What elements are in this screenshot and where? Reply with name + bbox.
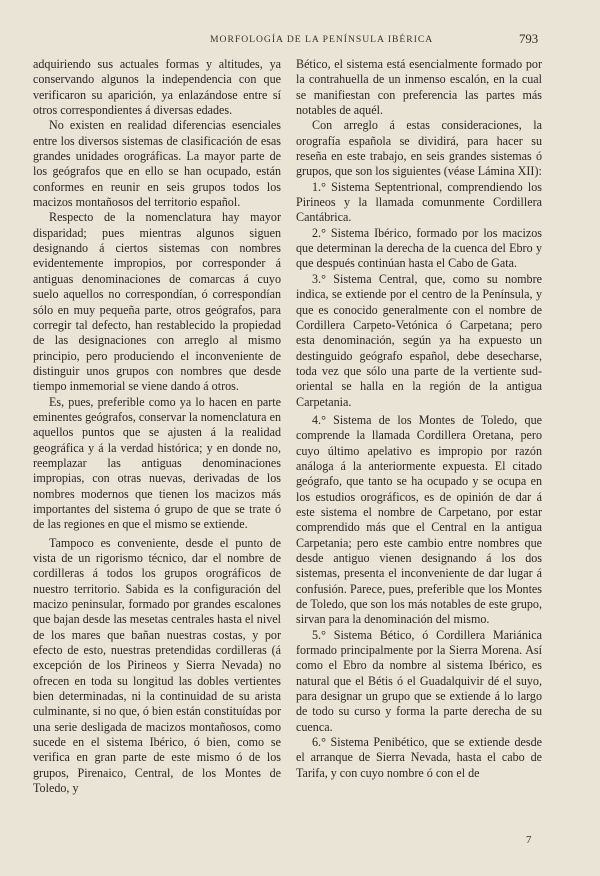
page-number: 793 — [519, 32, 539, 46]
list-item: 6.° Sistema Penibético, que se extiende desde el arranque de Sierra Nevada, hasta el cabo de Tarifa, y con cuyo nombre ó con el de — [296, 735, 542, 780]
page-header — [0, 34, 600, 50]
list-item: 1.° Sistema Septentrional, comprendiendo los Pirineos y la llamada comunmente Cordillera Cantábrica. — [296, 179, 542, 225]
signature-mark: 7 — [526, 834, 532, 846]
list-item: 2.° Sistema Ibérico, formado por los macizos que determinan la derecha de la cuenca del Ebro y que después continúan hasta el Cabo de Gata. — [296, 225, 542, 271]
running-title: MORFOLOGÍA DE LA PENÍNSULA IBÉRICA — [210, 34, 434, 45]
paragraph: No existen en realidad diferencias esenciales entre los diversos sistemas de clasificación de esas grandes unidades orográficas. La mayor parte de los geógrafos que en ello se han ocupado, están conformes en reunir en seis grupos todos los macizos montañosos del territorio español. — [33, 118, 281, 210]
paragraph: Es, pues, preferible como ya lo hacen en parte eminentes geógrafos, conservar la nomenclatura en aquellos puntos que se ajusten á la realidad geográfica y á la verdad histórica; y en donde no, reemplazar las antiguas denominaciones impropias, con otras nuevas, derivadas de los nombres modernos que tienen los macizos más importantes del sistema ó grupo de que se trate ó de las regiones en que el mismo se extiende. — [33, 394, 281, 532]
list-item: 5.° Sistema Bético, ó Cordillera Mariánica formado principalmente por la Sierra Morena. Así como el Ebro da nombre al sistema Ibérico, es natural que el Bétis ó el Guadalquivir dé el suyo, para designar un grupo que se extiende á lo largo de todo su curso y forma la parte derecha de su cuenca. — [296, 627, 542, 734]
paragraph: Respecto de la nomenclatura hay mayor disparidad; pues mientras algunos siguen designando á ciertos sistemas con nombres evidentemente impropios, por corresponder á antiguas denominaciones de comarcas á cuyo suelo aquellos no correspondían, ó correspondían sólo en muy pequeña parte, otros geógrafos, para corregir tal defecto, han restablecido la propiedad de las designaciones con arreglo al mismo principio, pero produciendo el inconveniente de distinguir unos grupos con nombres que desde tiempo inmemorial se viene dando á otros. — [33, 210, 281, 394]
list-item: 3.° Sistema Central, que, como su nombre indica, se extiende por el centro de la Península, y que es conocido generalmente con el nombre de Cordillera Carpeto-Vetónica ó Carpetana; pero esta denominación, según ya ha expuesto un destinguido geógrafo español, debe desecharse, toda vez que sólo una parte de la vertiente sud-oriental se halla en la región de la antigua Carpetania. — [296, 271, 542, 409]
paragraph: Tampoco es conveniente, desde el punto de vista de un rigorismo técnico, dar el nombre de cordilleras á todos los grupos orográficos de nuestro territorio. Sabida es la configuración del macizo peninsular, formado por grandes escalones que bajan desde las mesetas centrales hasta el nivel de los mares que bañan nuestras costas, y por efecto de esto, nuestras pretendidas cordilleras (á excepción de los Pirineos y Sierra Nevada) no ofrecen en toda su longitud las dobles vertientes bien determinadas, ni la continuidad de su arista culminante, si no que, ó bien están constituídas por una serie desligada de macizos montañosos, como sucede en el sistema Ibérico, ó bien, como se verifica en gran parte de este mismo ó de los grupos, Pirenaico, Central, de los Montes de Toledo, y — [33, 535, 281, 796]
right-column — [296, 57, 542, 781]
left-column — [33, 57, 281, 797]
paragraph: Con arreglo á estas consideraciones, la orografía española se dividirá, para hacer su reseña en este trabajo, en seis grandes sistemas ó grupos, que son los siguientes (véase Lámina XII): — [296, 118, 542, 179]
paragraph: adquiriendo sus actuales formas y altitudes, ya conservando algunos la independencia con que verificaron su aparición, ya enlazándose entre sí otros correspondientes á diversas edades. — [33, 57, 281, 118]
paragraph: Bético, el sistema está esencialmente formado por la contrahuella de un inmenso escalón, en la cual se manifiestan con preferencia las partes más notables de aquél. — [296, 57, 542, 118]
list-item: 4.° Sistema de los Montes de Toledo, que comprende la llamada Cordillera Oretana, pero cuyo último apelativo es impropio por razón análoga á la anteriormente expuesta. El citado geógrafo, que tanto se ha ocupado y se ocupa en los estudios orográficos, es de opinión de dar á este sistema el nombre de Carpetano, por estar comprendido más que el Central en la antigua Carpetania; pero este cambio entre nombres que desde antiguo vienen designando á los dos sistemas, presenta el inconveniente de dar lugar á confusión. Parece, pues, preferible que los Montes de Toledo, que son los más notables de este grupo, sirvan para la denominación del mismo. — [296, 412, 542, 627]
